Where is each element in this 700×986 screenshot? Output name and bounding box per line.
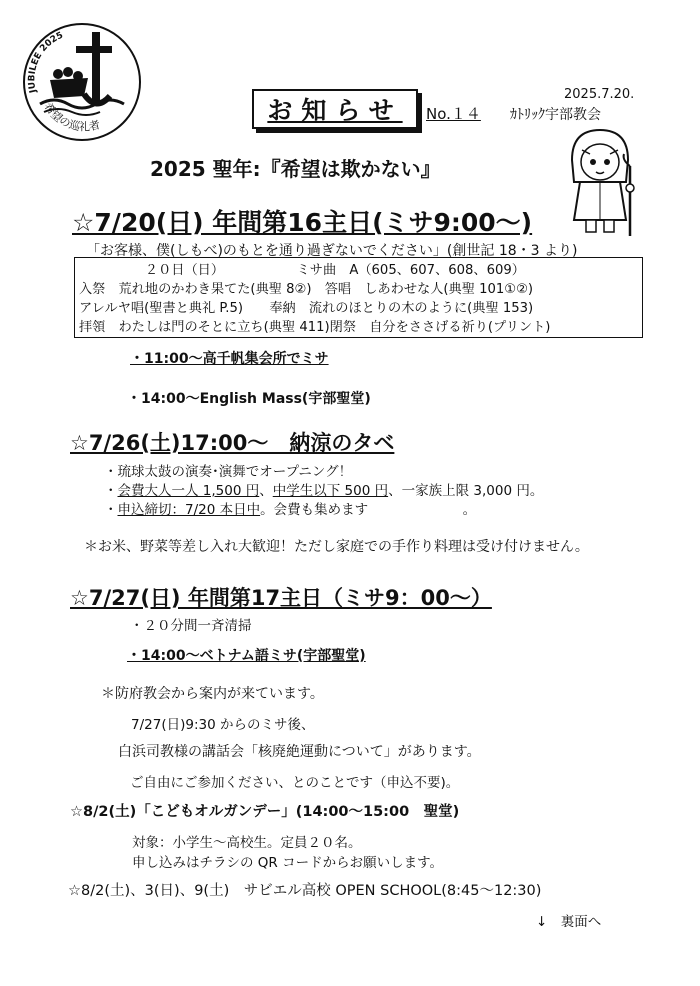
- schedule-line: アレルヤ唱(聖書と典礼 P.5) 奉納 流れのほとりの木のように(典聖 153): [79, 301, 534, 316]
- deadline-bullet: ・: [104, 502, 118, 518]
- fee-sep: 、: [259, 483, 273, 499]
- liturgy-schedule-box: [74, 257, 643, 338]
- section-heading-jul27: ☆7/27(日) 年間第17主日（ミサ9：00～）: [70, 586, 492, 610]
- schedule-line: 入祭 荒れ地のかわき果てた(典聖 8②) 答唱 しあわせな人(典聖 101①②): [79, 282, 534, 297]
- english-mass: ・14:00～English Mass(宇部聖堂): [127, 391, 371, 407]
- hofu-line2: 白浜司教様の講話会「核廃絶運動について」があります。: [118, 744, 481, 760]
- adult-fee: 会費大人一人 1,500 円: [117, 483, 260, 499]
- jubilee-logo: [14, 14, 144, 144]
- section-heading-open-school: ☆8/2(土)、3(日)、9(土) サビエル高校 OPEN SCHOOL(8:45～12:30): [68, 883, 542, 899]
- deadline-item: [104, 498, 476, 518]
- section-heading-aug2-organ: ☆8/2(土)「こどもオルガンデー」(14:00～15:00 聖堂): [70, 804, 460, 820]
- mass-takachiho: ・11:00～高千帆集会所でミサ: [130, 351, 329, 367]
- schedule-line: ２０日（日） ミサ曲 A（605、607、608、609）: [79, 263, 525, 278]
- pilgrim-character-illustration: [560, 126, 640, 238]
- notice-title-box: [252, 89, 418, 129]
- fee-bullet: ・: [104, 483, 118, 499]
- organ-target: 対象：小学生～高校生。定員２０名。: [132, 835, 362, 851]
- donation-note: ＊お米、野菜等差し入れ大歓迎！ただし家庭での手作り料理は受け付けません。: [84, 539, 589, 555]
- logo-ring-top: JUBILEE 2025: [27, 30, 65, 94]
- schedule-line: 拝領 わたしは門のそとに立ち(典聖 411)閉祭 自分をささげる祈り(プリント): [79, 320, 551, 335]
- cleaning-item: ・２０分間一斉清掃: [130, 618, 252, 634]
- child-fee: 中学生以下 500 円: [272, 483, 389, 499]
- deadline-rest: 。会費も集めます 。: [260, 502, 477, 518]
- section-heading-jul26: ☆7/26(土)17:00～ 納涼のタベ: [70, 431, 395, 455]
- fee-item: [104, 479, 543, 499]
- church-name: ｶﾄﾘｯｸ宇部教会: [510, 107, 601, 123]
- scripture-quote: 「お客様、僕(しもべ)のもとを通り過ぎないでください」(創世記 18・3 より): [86, 243, 578, 259]
- notice-title: お知らせ: [267, 96, 403, 125]
- hofu-line1: 7/27(日)9:30 からのミサ後、: [131, 717, 315, 733]
- see-reverse: ↓ 裏面へ: [536, 914, 602, 930]
- hofu-line3: ご自由にご参加ください、とのことです（申込不要)。: [130, 775, 460, 791]
- family-cap: 、一家族上限 3,000 円。: [388, 483, 544, 499]
- vietnamese-mass: ・14:00～ベトナム語ミサ(宇部聖堂): [127, 648, 366, 664]
- jubilee-theme: 2025 聖年:『希望は欺かない』: [150, 157, 441, 181]
- logo-ring-bottom: 希望の巡礼者: [41, 100, 102, 134]
- organ-apply: 申し込みはチラシの QR コードからお願いします。: [132, 855, 444, 871]
- event-item: ・琉球太鼓の演奏･演舞でオープニング！: [104, 464, 353, 480]
- hofu-notice: ＊防府教会から案内が来ています。: [101, 686, 324, 702]
- section-heading-jul20: ☆7/20(日) 年間第16主日(ミサ9:00～): [72, 208, 533, 237]
- deadline-text: 申込締切：7/20 本日中: [117, 502, 261, 518]
- issue-number: No.１４: [426, 105, 481, 123]
- issue-date: 2025.7.20.: [564, 87, 635, 102]
